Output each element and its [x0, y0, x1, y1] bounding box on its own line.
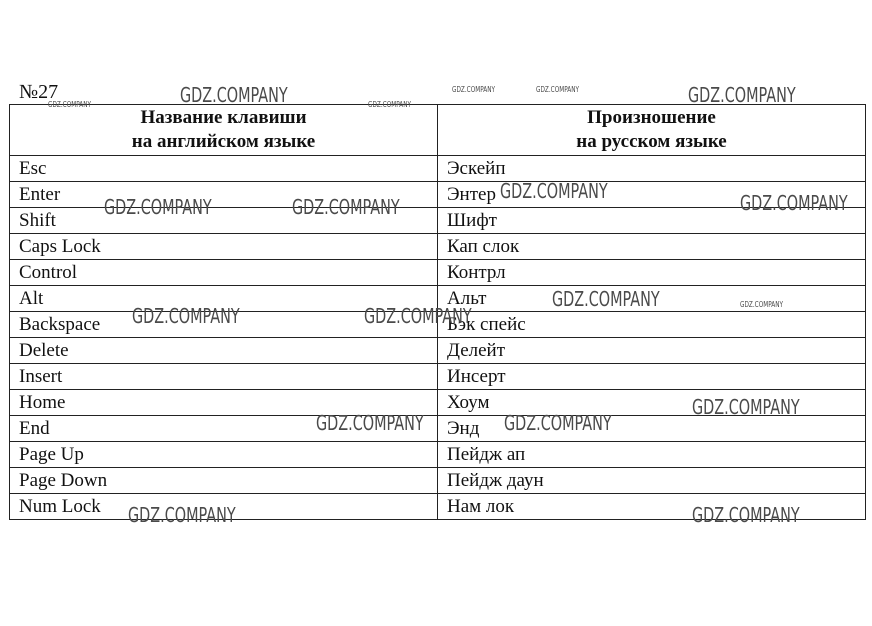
watermark: GDZ.COMPANY: [452, 85, 496, 94]
pronunciation-cell: Шифт: [438, 208, 866, 234]
header-key-name-line1: Название клавиши: [140, 107, 307, 128]
watermark: GDZ.COMPANY: [552, 287, 660, 311]
key-name-cell: Control: [10, 260, 438, 286]
key-name-cell: Num Lock: [10, 494, 438, 520]
table-row: [10, 468, 866, 494]
watermark: GDZ.COMPANY: [292, 195, 400, 219]
table-row: [10, 442, 866, 468]
key-name-cell: Enter: [10, 182, 438, 208]
header-pronunciation-line2: на русском языке: [576, 131, 727, 152]
table-row: [10, 234, 866, 260]
header-pronunciation-line1: Произношение: [587, 107, 716, 128]
watermark: GDZ.COMPANY: [692, 395, 800, 419]
watermark: GDZ.COMPANY: [104, 195, 212, 219]
table-header-row: [10, 105, 866, 156]
table-row: [10, 208, 866, 234]
table-row: [10, 416, 866, 442]
table-row: [10, 286, 866, 312]
key-name-cell: End: [10, 416, 438, 442]
watermark: GDZ.COMPANY: [132, 304, 240, 328]
watermark: GDZ.COMPANY: [536, 85, 580, 94]
watermark: GDZ.COMPANY: [688, 83, 796, 107]
pronunciation-cell: Контрл: [438, 260, 866, 286]
pronunciation-cell: Инсерт: [438, 364, 866, 390]
pronunciation-cell: Энтер: [438, 182, 866, 208]
pronunciation-cell: Энд: [438, 416, 866, 442]
key-name-cell: Page Down: [10, 468, 438, 494]
key-name-cell: Backspace: [10, 312, 438, 338]
table-row: [10, 338, 866, 364]
table-row: [10, 260, 866, 286]
pronunciation-cell: Эскейп: [438, 156, 866, 182]
key-name-cell: Alt: [10, 286, 438, 312]
key-name-cell: Page Up: [10, 442, 438, 468]
watermark: GDZ.COMPANY: [504, 411, 612, 435]
watermark: GDZ.COMPANY: [740, 191, 848, 215]
key-name-cell: Home: [10, 390, 438, 416]
table-row: [10, 312, 866, 338]
table-row: [10, 364, 866, 390]
task-number: №27: [19, 81, 59, 103]
pronunciation-cell: Бэк спейс: [438, 312, 866, 338]
watermark: GDZ.COMPANY: [316, 411, 424, 435]
key-name-cell: Esc: [10, 156, 438, 182]
key-name-cell: Insert: [10, 364, 438, 390]
watermark: GDZ.COMPANY: [128, 503, 236, 527]
pronunciation-cell: Нам лок: [438, 494, 866, 520]
table-row: [10, 390, 866, 416]
header-key-name: [10, 105, 438, 156]
pronunciation-cell: Делейт: [438, 338, 866, 364]
pronunciation-cell: Хоум: [438, 390, 866, 416]
watermark: GDZ.COMPANY: [364, 304, 472, 328]
key-name-cell: Shift: [10, 208, 438, 234]
header-key-name-line2: на английском языке: [131, 131, 316, 152]
pronunciation-cell: Альт: [438, 286, 866, 312]
pronunciation-cell: Кап слок: [438, 234, 866, 260]
key-name-cell: Caps Lock: [10, 234, 438, 260]
pronunciation-cell: Пейдж даун: [438, 468, 866, 494]
watermark: GDZ.COMPANY: [180, 83, 288, 107]
watermark: GDZ.COMPANY: [692, 503, 800, 527]
watermark: GDZ.COMPANY: [500, 179, 608, 203]
watermark: GDZ.COMPANY: [368, 100, 412, 109]
pronunciation-cell: Пейдж ап: [438, 442, 866, 468]
table-row: [10, 182, 866, 208]
watermark: GDZ.COMPANY: [740, 300, 784, 309]
watermark: GDZ.COMPANY: [48, 100, 92, 109]
key-name-cell: Delete: [10, 338, 438, 364]
keys-table: [9, 104, 866, 520]
header-pronunciation: [438, 105, 866, 156]
table-row: [10, 494, 866, 520]
table-row: [10, 156, 866, 182]
